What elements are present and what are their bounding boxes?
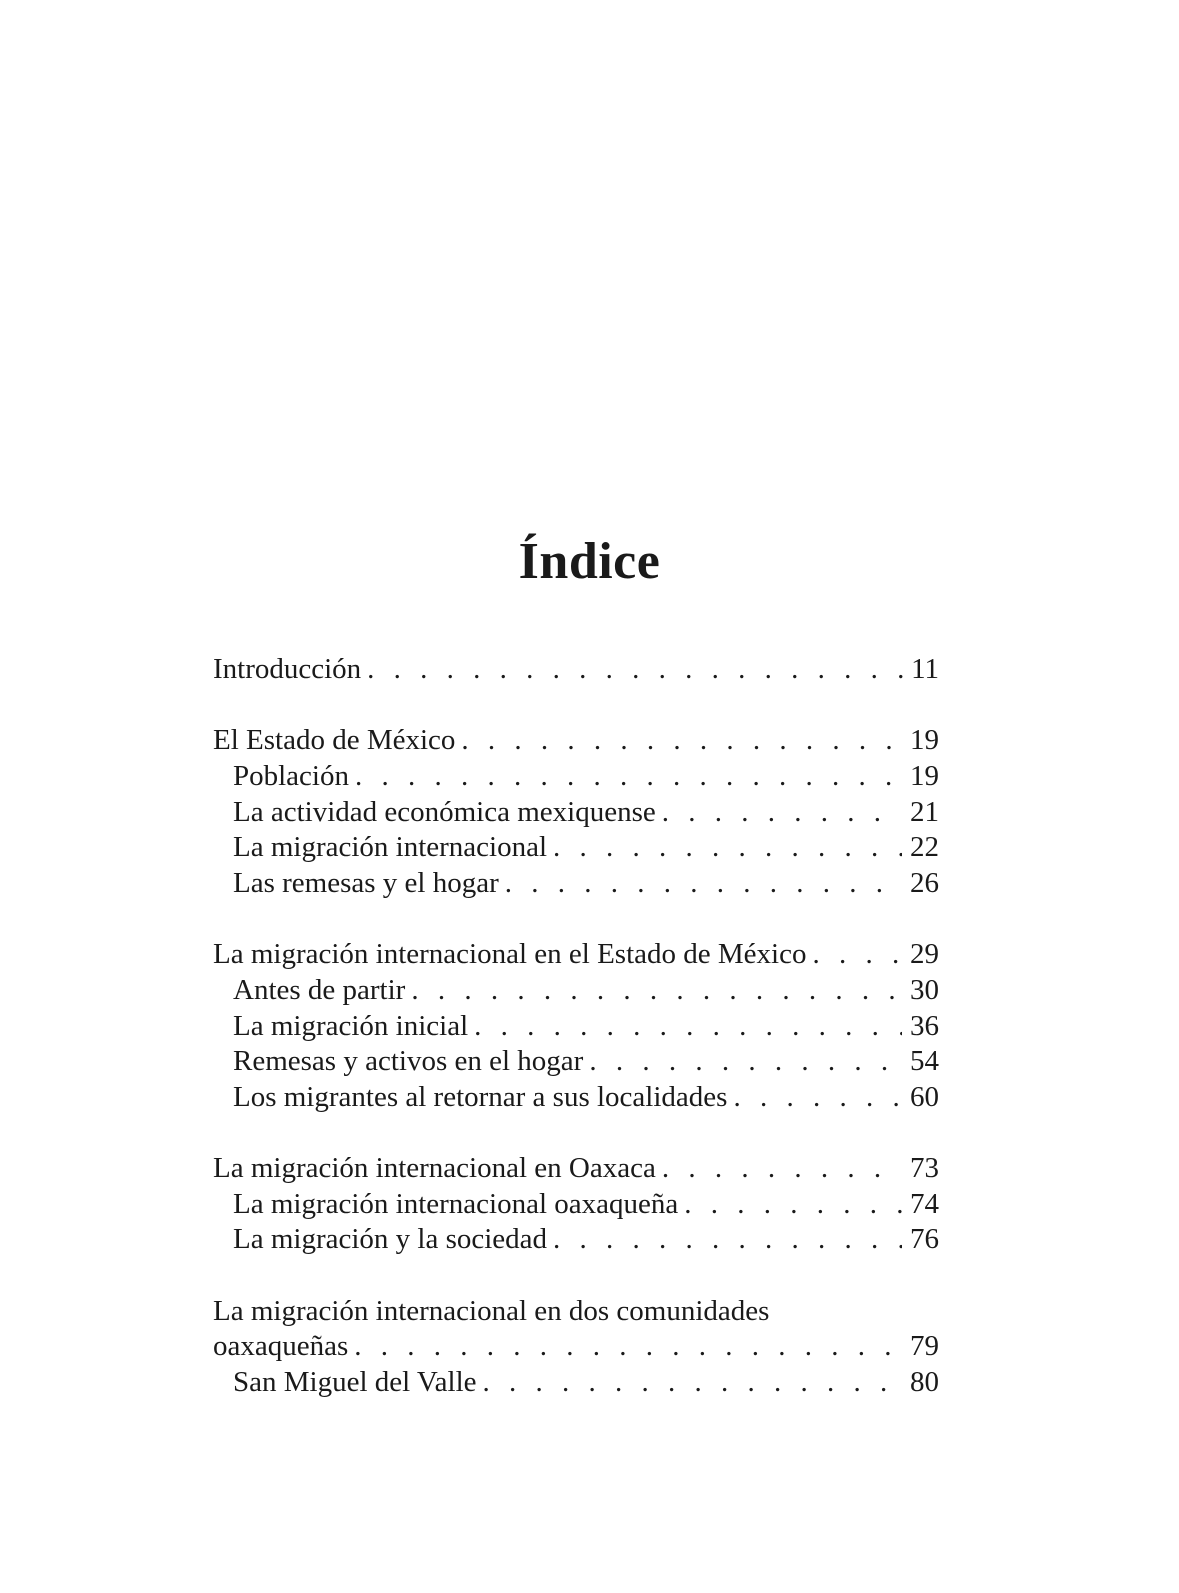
dot-leader bbox=[678, 1187, 902, 1223]
dot-leader bbox=[361, 652, 903, 688]
toc-page-number: 30 bbox=[910, 973, 939, 1006]
toc-entry-estado-de-mexico[interactable] bbox=[213, 723, 939, 759]
toc-page-number: 26 bbox=[910, 866, 939, 899]
toc-page-number: 76 bbox=[910, 1223, 939, 1256]
toc-entry-label: La migración internacional en dos comunidades bbox=[213, 1294, 770, 1327]
toc-page-number: 19 bbox=[910, 724, 939, 757]
toc-entry-dos-comunidades-line2[interactable] bbox=[213, 1329, 939, 1365]
toc-subentry[interactable] bbox=[213, 866, 939, 902]
toc-entry-label: oaxaqueñas bbox=[213, 1330, 349, 1363]
toc-entry-label: La migración internacional oaxaqueña bbox=[233, 1187, 679, 1220]
toc-subentry[interactable] bbox=[213, 973, 939, 1009]
page-title: Índice bbox=[518, 533, 661, 590]
toc-page-number: 29 bbox=[910, 938, 939, 971]
dot-leader bbox=[727, 1080, 902, 1116]
toc-page-number: 73 bbox=[910, 1152, 939, 1185]
dot-leader bbox=[405, 973, 902, 1009]
toc-entry-label: La migración y la sociedad bbox=[233, 1223, 548, 1256]
toc-entry-label: Antes de partir bbox=[233, 973, 406, 1006]
toc-page-number: 36 bbox=[910, 1009, 939, 1042]
toc-entry-label: Las remesas y el hogar bbox=[233, 866, 499, 899]
dot-leader bbox=[348, 1329, 902, 1365]
toc-page-number: 79 bbox=[910, 1330, 939, 1363]
dot-leader bbox=[656, 1151, 902, 1187]
table-of-contents bbox=[213, 652, 939, 1401]
toc-subentry[interactable] bbox=[213, 1187, 939, 1223]
dot-leader bbox=[806, 937, 902, 973]
toc-entry-label: La migración inicial bbox=[233, 1009, 469, 1042]
toc-subentry[interactable] bbox=[213, 1365, 939, 1401]
dot-leader bbox=[583, 1044, 902, 1080]
dot-leader bbox=[499, 866, 902, 902]
toc-entry-label: La migración internacional bbox=[233, 831, 548, 864]
toc-entry-label: San Miguel del Valle bbox=[233, 1366, 477, 1398]
toc-subentry[interactable] bbox=[213, 1044, 939, 1080]
toc-entry-migracion-estado-de-mexico[interactable] bbox=[213, 937, 939, 973]
toc-page-number: 21 bbox=[910, 795, 939, 828]
toc-entry-label: Introducción bbox=[213, 653, 362, 685]
dot-leader bbox=[547, 1222, 902, 1258]
dot-leader bbox=[468, 1009, 902, 1045]
toc-entry-label: Los migrantes al retornar a sus localidades bbox=[233, 1080, 728, 1113]
dot-leader bbox=[656, 795, 902, 831]
dot-leader bbox=[547, 830, 902, 866]
toc-subentry[interactable] bbox=[213, 1009, 939, 1045]
toc-subentry[interactable] bbox=[213, 759, 939, 795]
toc-entry-dos-comunidades-line1[interactable] bbox=[213, 1294, 939, 1330]
toc-entry-label: Remesas y activos en el hogar bbox=[233, 1045, 584, 1078]
dot-leader bbox=[455, 723, 902, 759]
toc-subentry[interactable] bbox=[213, 1222, 939, 1258]
toc-entry-migracion-oaxaca[interactable] bbox=[213, 1151, 939, 1187]
toc-entry-label: La actividad económica mexiquense bbox=[233, 795, 656, 828]
toc-entry-introduccion[interactable] bbox=[213, 652, 939, 688]
dot-leader bbox=[349, 759, 902, 795]
toc-page-number: 74 bbox=[910, 1187, 939, 1220]
toc-entry-label: La migración internacional en Oaxaca bbox=[213, 1152, 656, 1185]
toc-page-number: 19 bbox=[910, 759, 939, 792]
toc-entry-label: El Estado de México bbox=[213, 724, 456, 757]
toc-subentry[interactable] bbox=[213, 795, 939, 831]
toc-entry-label: Población bbox=[233, 759, 349, 792]
toc-page-number: 22 bbox=[910, 831, 939, 864]
dot-leader bbox=[477, 1365, 902, 1401]
toc-entry-label: La migración internacional en el Estado de México bbox=[213, 938, 807, 971]
toc-subentry[interactable] bbox=[213, 830, 939, 866]
toc-page-number: 54 bbox=[910, 1045, 939, 1078]
toc-page-number: 11 bbox=[911, 653, 939, 685]
toc-page-number: 80 bbox=[910, 1366, 939, 1398]
toc-page-number: 60 bbox=[910, 1080, 939, 1113]
toc-subentry[interactable] bbox=[213, 1080, 939, 1116]
